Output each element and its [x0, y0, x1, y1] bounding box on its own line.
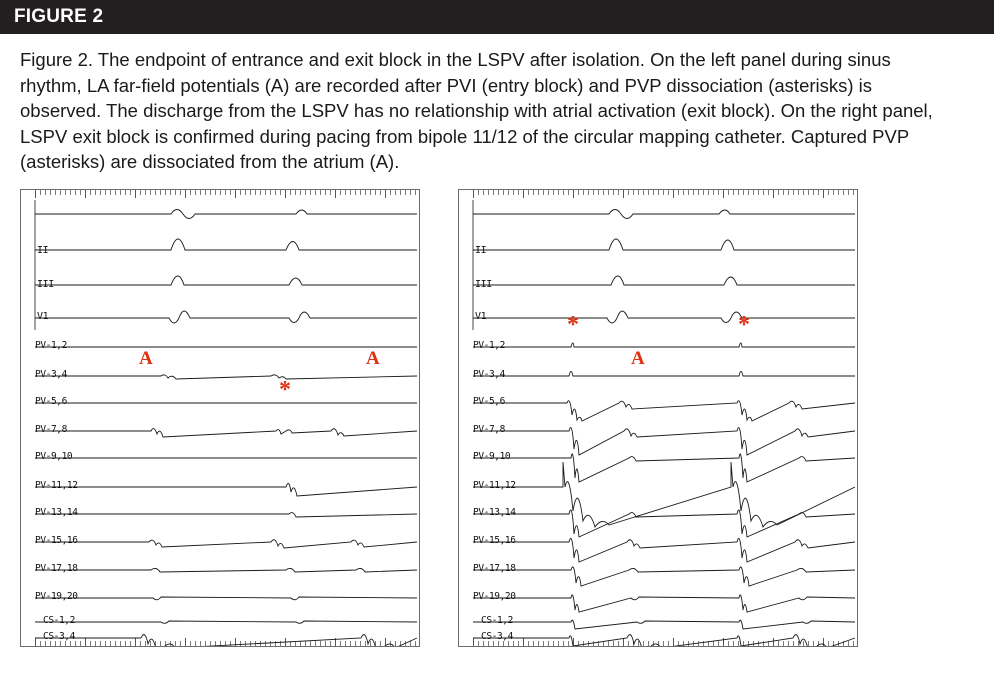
- label-pv-7-8: PV-7,8: [473, 423, 505, 435]
- label-cs-3-4: CS-3,4: [481, 630, 513, 642]
- label-pv-11-12: PV-11,12: [35, 479, 78, 491]
- label-pv-3-4: PV-3,4: [473, 368, 505, 380]
- label-lead-III: III: [475, 278, 492, 290]
- right-panel-recording: [458, 189, 858, 647]
- label-pv-1-2: PV-1,2: [473, 339, 505, 351]
- label-lead-III: III: [37, 278, 54, 290]
- annotation-a-right-1: A: [631, 347, 645, 369]
- label-cs-1-2: CS-1,2: [43, 614, 75, 626]
- left-panel-traces: [21, 190, 420, 647]
- annotation-a-left-1: A: [139, 347, 153, 369]
- annotation-star-right-2: *: [738, 311, 750, 338]
- annotation-star-left-1: *: [279, 376, 291, 403]
- label-lead-II: II: [37, 244, 49, 256]
- figure-caption: Figure 2. The endpoint of entrance and exit block in the LSPV after isolation. On the left panel during sinus rhythm, LA far-field potentials (A) are recorded after PVI (entry block) and PVP dissociation (asterisks) is observed. The discharge from the LSPV has no relationship with atrial activation (exit block). On the right panel, LSPV exit block is confirmed during pacing from bipole 11/12 of the circular mapping catheter. Captured PVP (asterisks) are dissociated from the atrium (A).: [20, 49, 933, 172]
- label-cs-1-2: CS-1,2: [481, 614, 513, 626]
- label-lead-II: II: [475, 244, 487, 256]
- label-pv-19-20: PV-19,20: [35, 590, 78, 602]
- label-pv-13-14: PV-13,14: [473, 506, 516, 518]
- label-pv-5-6: PV-5,6: [473, 395, 505, 407]
- label-pv-9-10: PV-9,10: [35, 450, 73, 462]
- label-lead-V1: V1: [37, 310, 49, 322]
- annotation-a-left-2: A: [366, 347, 380, 369]
- label-cs-3-4: CS-3,4: [43, 630, 75, 642]
- label-pv-19-20: PV-19,20: [473, 590, 516, 602]
- label-pv-15-16: PV-15,16: [35, 534, 78, 546]
- label-pv-13-14: PV-13,14: [35, 506, 78, 518]
- label-pv-3-4: PV-3,4: [35, 368, 67, 380]
- label-pv-15-16: PV-15,16: [473, 534, 516, 546]
- label-pv-17-18: PV-17,18: [35, 562, 78, 574]
- annotation-star-right-1: *: [567, 311, 579, 338]
- label-lead-V1: V1: [475, 310, 487, 322]
- label-pv-1-2: PV-1,2: [35, 339, 67, 351]
- label-pv-17-18: PV-17,18: [473, 562, 516, 574]
- left-panel-recording: [20, 189, 420, 647]
- right-panel-traces: [459, 190, 858, 647]
- figure-title: FIGURE 2: [14, 6, 104, 27]
- label-pv-5-6: PV-5,6: [35, 395, 67, 407]
- label-pv-7-8: PV-7,8: [35, 423, 67, 435]
- label-pv-9-10: PV-9,10: [473, 450, 511, 462]
- label-pv-11-12: PV-11,12: [473, 479, 516, 491]
- figure-panels: [0, 189, 994, 647]
- figure-header-bar: [0, 0, 994, 34]
